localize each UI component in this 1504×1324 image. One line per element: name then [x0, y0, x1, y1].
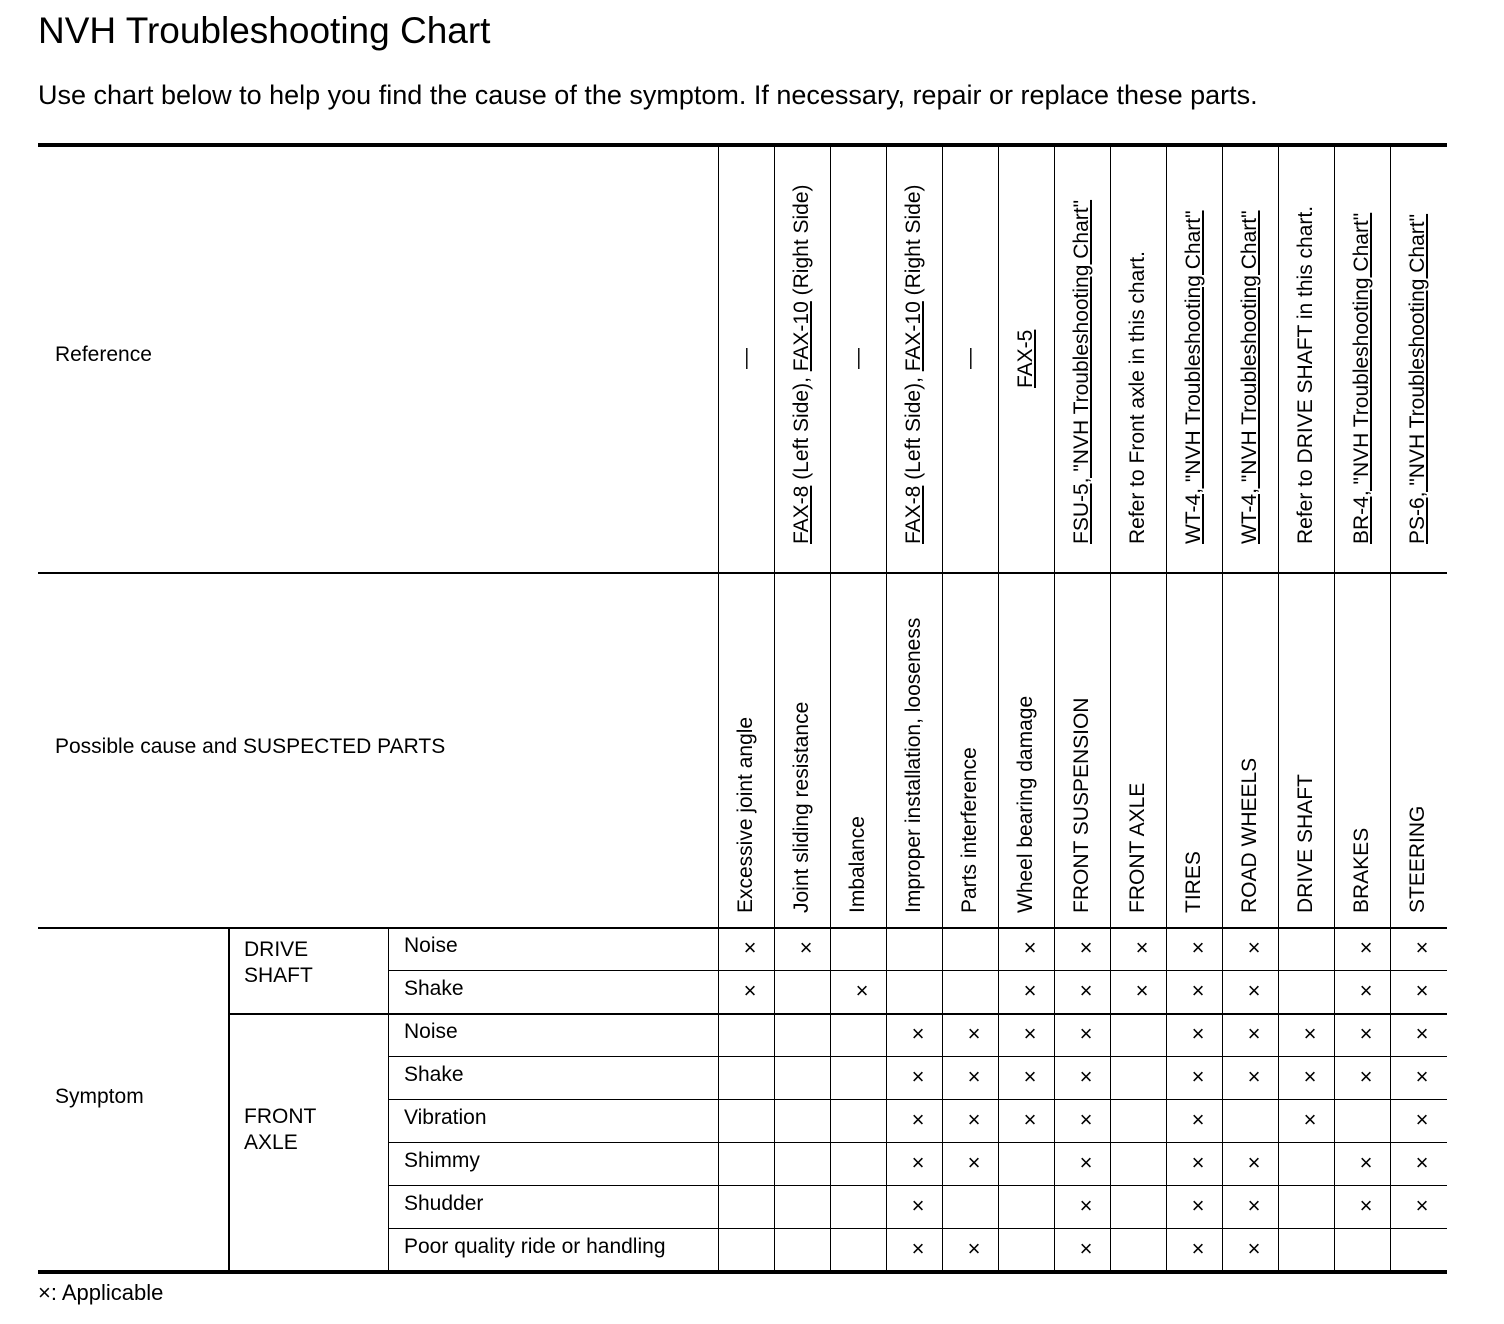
reference-cell: [1127, 251, 1149, 544]
applicable-mark: ×: [1359, 1193, 1373, 1218]
legend: ×: Applicable: [38, 1280, 164, 1305]
applicable-mark: ×: [911, 1021, 925, 1046]
suspected-part-header: FRONT SUSPENSION: [1070, 697, 1093, 913]
symptom-label: Shimmy: [404, 1149, 480, 1172]
group-divider-row: [228, 1013, 1447, 1015]
reference-text: —: [958, 347, 981, 369]
applicable-mark: ×: [911, 1193, 925, 1218]
symptom-label: Shake: [404, 1063, 464, 1086]
applicable-mark: ×: [1359, 935, 1373, 960]
reference-text: (Right Side): [902, 184, 925, 302]
applicable-mark: ×: [1359, 1150, 1373, 1175]
applicable-mark: ×: [1079, 978, 1093, 1003]
column-divider: [1110, 144, 1111, 1271]
applicable-mark: ×: [855, 978, 869, 1003]
symptom-label: Noise: [404, 1020, 458, 1043]
column-divider: [1390, 144, 1391, 1271]
reference-cell: [1407, 214, 1429, 544]
applicable-mark: ×: [1247, 1193, 1261, 1218]
applicable-mark: ×: [1023, 1064, 1037, 1089]
applicable-mark: ×: [1415, 978, 1429, 1003]
suspected-part-header: Joint sliding resistance: [790, 701, 813, 913]
applicable-mark: ×: [1135, 978, 1149, 1003]
applicable-mark: ×: [1247, 978, 1261, 1003]
column-divider: [774, 144, 775, 1271]
reference-link[interactable]: FAX-10: [790, 301, 813, 372]
applicable-mark: ×: [1303, 1021, 1317, 1046]
applicable-mark: ×: [1247, 1064, 1261, 1089]
suspected-part-header: DRIVE SHAFT: [1294, 774, 1317, 913]
symptom-label: Poor quality ride or handling: [404, 1235, 666, 1258]
reference-cell: [1295, 206, 1317, 544]
row-divider: [388, 970, 1447, 971]
applicable-mark: ×: [967, 1236, 981, 1261]
applicable-mark: ×: [1247, 1150, 1261, 1175]
reference-link[interactable]: WT-4, "NVH Troubleshooting Chart": [1238, 210, 1261, 544]
symptom-label: Shake: [404, 977, 464, 1000]
applicable-mark: ×: [1191, 1064, 1205, 1089]
column-divider: [1166, 144, 1167, 1271]
reference-cell: [791, 184, 813, 544]
reference-link[interactable]: FAX-10: [902, 301, 925, 372]
row-divider: [388, 1099, 1447, 1100]
applicable-mark: ×: [1079, 1021, 1093, 1046]
reference-link[interactable]: FAX-8: [902, 485, 925, 544]
reference-link[interactable]: FAX-5: [1014, 329, 1037, 388]
reference-cell: [1239, 210, 1261, 544]
header-divider: [38, 572, 1447, 574]
applicable-mark: ×: [1079, 1064, 1093, 1089]
symptom-group-label: FRONT AXLE: [244, 1105, 317, 1154]
column-divider: [718, 144, 719, 1271]
symptom-header: Symptom: [55, 1085, 144, 1108]
applicable-mark: ×: [1247, 1021, 1261, 1046]
applicable-mark: ×: [1191, 1193, 1205, 1218]
applicable-mark: ×: [1135, 935, 1149, 960]
reference-cell: [1183, 210, 1205, 544]
applicable-mark: ×: [1023, 978, 1037, 1003]
applicable-mark: ×: [911, 1107, 925, 1132]
applicable-mark: ×: [1191, 978, 1205, 1003]
applicable-mark: ×: [967, 1150, 981, 1175]
applicable-mark: ×: [967, 1064, 981, 1089]
reference-cell: [959, 348, 981, 369]
applicable-mark: ×: [1023, 1021, 1037, 1046]
applicable-mark: ×: [1191, 1150, 1205, 1175]
column-divider: [1054, 144, 1055, 1271]
reference-cell: [847, 348, 869, 369]
reference-link[interactable]: PS-6, "NVH Troubleshooting Chart": [1406, 213, 1429, 544]
reference-text: (Left Side),: [902, 371, 925, 486]
applicable-mark: ×: [1079, 935, 1093, 960]
column-divider: [830, 144, 831, 1271]
column-divider: [942, 144, 943, 1271]
reference-link[interactable]: FAX-8: [790, 485, 813, 544]
applicable-mark: ×: [1079, 1193, 1093, 1218]
suspected-parts-header: Possible cause and SUSPECTED PARTS: [55, 735, 446, 758]
applicable-mark: ×: [1023, 935, 1037, 960]
applicable-mark: ×: [1359, 1021, 1373, 1046]
reference-cell: [1071, 200, 1093, 544]
page-subtitle: Use chart below to help you find the cause of the symptom. If necessary, repair or replace these parts.: [38, 80, 1258, 110]
group-divider: [228, 927, 230, 1271]
column-divider: [1334, 144, 1335, 1271]
applicable-mark: ×: [1415, 1021, 1429, 1046]
applicable-mark: ×: [1303, 1064, 1317, 1089]
applicable-mark: ×: [1079, 1107, 1093, 1132]
applicable-mark: ×: [1191, 1107, 1205, 1132]
reference-text: (Right Side): [790, 184, 813, 302]
suspected-part-header: Wheel bearing damage: [1014, 695, 1037, 913]
suspected-part-header: Excessive joint angle: [734, 716, 757, 913]
suspected-part-header: ROAD WHEELS: [1238, 757, 1261, 913]
column-divider: [998, 144, 999, 1271]
reference-link[interactable]: BR-4, "NVH Troubleshooting Chart": [1350, 212, 1373, 544]
applicable-mark: ×: [1079, 1236, 1093, 1261]
applicable-mark: ×: [1191, 1236, 1205, 1261]
reference-text: (Left Side),: [790, 371, 813, 486]
applicable-mark: ×: [743, 935, 757, 960]
reference-cell: [903, 184, 925, 544]
suspected-part-header: TIRES: [1182, 851, 1205, 913]
applicable-mark: ×: [911, 1236, 925, 1261]
applicable-mark: ×: [1415, 935, 1429, 960]
column-divider: [886, 144, 887, 1271]
applicable-mark: ×: [1247, 935, 1261, 960]
applicable-mark: ×: [967, 1021, 981, 1046]
row-divider: [388, 1185, 1447, 1186]
row-divider: [388, 1056, 1447, 1057]
applicable-mark: ×: [911, 1150, 925, 1175]
applicable-mark: ×: [1191, 1021, 1205, 1046]
table-top-rule: [38, 143, 1447, 147]
reference-cell: [1015, 330, 1037, 388]
applicable-mark: ×: [911, 1064, 925, 1089]
applicable-mark: ×: [743, 978, 757, 1003]
reference-text: Refer to Front axle in this chart.: [1126, 251, 1149, 544]
applicable-mark: ×: [1415, 1107, 1429, 1132]
suspected-part-header: Imbalance: [846, 816, 869, 913]
suspected-part-header: FRONT AXLE: [1126, 782, 1149, 913]
column-divider: [1222, 144, 1223, 1271]
applicable-mark: ×: [1415, 1193, 1429, 1218]
applicable-mark: ×: [967, 1107, 981, 1132]
applicable-mark: ×: [1415, 1064, 1429, 1089]
page-title: NVH Troubleshooting Chart: [38, 10, 491, 51]
suspected-part-header: STEERING: [1406, 805, 1429, 913]
applicable-mark: ×: [1415, 1150, 1429, 1175]
symptom-label: Vibration: [404, 1106, 487, 1129]
suspected-part-header: Parts interference: [958, 747, 981, 913]
applicable-mark: ×: [1079, 1150, 1093, 1175]
reference-text: —: [846, 347, 869, 369]
applicable-mark: ×: [1191, 935, 1205, 960]
reference-cell: [735, 348, 757, 369]
reference-link[interactable]: FSU-5, "NVH Troubleshooting Chart": [1070, 199, 1093, 544]
applicable-mark: ×: [1247, 1236, 1261, 1261]
reference-link[interactable]: WT-4, "NVH Troubleshooting Chart": [1182, 210, 1205, 544]
reference-cell: [1351, 213, 1373, 544]
applicable-mark: ×: [1023, 1107, 1037, 1132]
header-divider: [38, 927, 1447, 929]
symptom-group-label: DRIVE SHAFT: [244, 938, 313, 987]
applicable-mark: ×: [1359, 978, 1373, 1003]
column-divider: [1278, 144, 1279, 1271]
suspected-part-header: Improper installation, looseness: [902, 617, 925, 913]
row-divider: [388, 1228, 1447, 1229]
reference-header: Reference: [55, 343, 152, 366]
symptom-label: Shudder: [404, 1192, 484, 1215]
reference-text: Refer to DRIVE SHAFT in this chart.: [1294, 205, 1317, 544]
applicable-mark: ×: [1359, 1064, 1373, 1089]
reference-text: —: [734, 347, 757, 369]
row-divider: [388, 1142, 1447, 1143]
table-bottom-rule: [38, 1270, 1447, 1274]
symptom-label: Noise: [404, 934, 458, 957]
suspected-part-header: BRAKES: [1350, 827, 1373, 913]
applicable-mark: ×: [1303, 1107, 1317, 1132]
applicable-mark: ×: [799, 935, 813, 960]
